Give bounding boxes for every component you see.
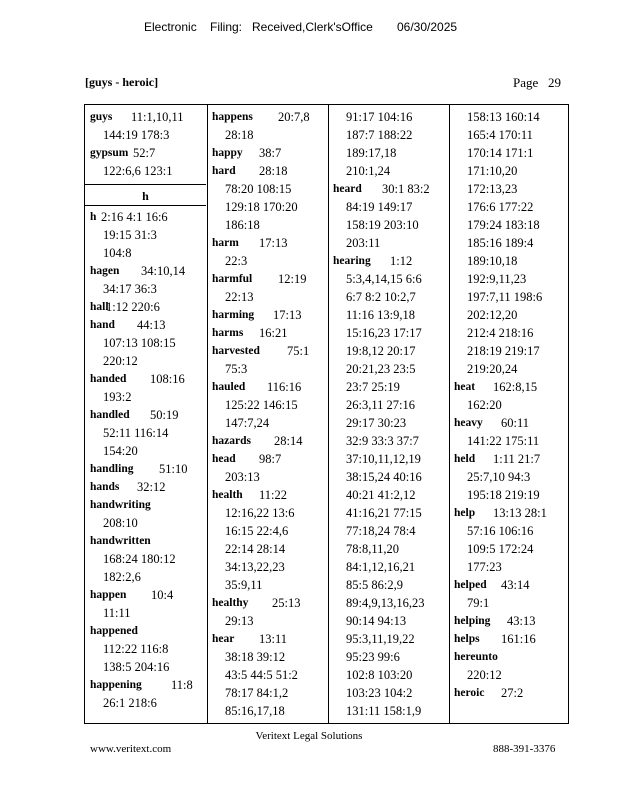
- index-term: hear: [212, 633, 235, 645]
- index-term: handled: [90, 409, 130, 421]
- index-term: handwriting: [90, 499, 151, 511]
- index-reference: 116:16: [267, 380, 302, 394]
- index-reference-continued: 168:24 180:12: [103, 552, 176, 566]
- index-reference-continued: 15:16,23 17:17: [346, 326, 422, 340]
- index-reference-continued: 218:19 219:17: [467, 344, 540, 358]
- index-reference-continued: 189:17,18: [346, 146, 397, 160]
- index-reference-continued: 192:9,11,23: [467, 272, 527, 286]
- index-reference-continued: 79:1: [467, 596, 490, 610]
- index-reference-continued: 158:13 160:14: [467, 110, 540, 124]
- index-reference-continued: 219:20,24: [467, 362, 518, 376]
- index-reference-continued: 193:2: [103, 390, 132, 404]
- index-reference-continued: 90:14 94:13: [346, 614, 407, 628]
- index-reference-continued: 158:19 203:10: [346, 218, 419, 232]
- index-reference-continued: 22:13: [225, 290, 254, 304]
- index-term: hagen: [90, 265, 120, 277]
- index-reference-continued: 220:12: [467, 668, 502, 682]
- index-reference: 38:7: [259, 146, 282, 160]
- index-reference: 11:1,10,11: [131, 110, 184, 124]
- index-reference: 1:12 220:6: [106, 300, 160, 314]
- index-reference-continued: 187:7 188:22: [346, 128, 413, 142]
- index-term: heat: [454, 381, 476, 393]
- index-reference: 43:13: [507, 614, 536, 628]
- index-reference-continued: 85:5 86:2,9: [346, 578, 403, 592]
- index-term: help: [454, 507, 476, 519]
- index-term: heavy: [454, 417, 483, 429]
- index-reference-continued: 11:16 13:9,18: [346, 308, 415, 322]
- index-reference-continued: 112:22 116:8: [103, 642, 169, 656]
- index-term: happened: [90, 625, 138, 637]
- index-reference-continued: 203:13: [225, 470, 260, 484]
- index-reference-continued: 22:3: [225, 254, 248, 268]
- page-number-value: 29: [548, 75, 562, 90]
- index-reference-continued: 43:5 44:5 51:2: [225, 668, 298, 682]
- index-term: helping: [454, 615, 491, 627]
- index-reference-continued: 179:24 183:18: [467, 218, 540, 232]
- index-reference-continued: 154:20: [103, 444, 138, 458]
- index-reference-continued: 11:11: [103, 606, 131, 620]
- index-term: helped: [454, 579, 487, 591]
- index-reference-continued: 177:23: [467, 560, 502, 574]
- index-reference-continued: 78:20 108:15: [225, 182, 292, 196]
- index-reference: 1:11 21:7: [493, 452, 541, 466]
- index-reference: 20:7,8: [278, 110, 310, 124]
- index-term: hauled: [212, 381, 246, 393]
- index-term: health: [212, 489, 243, 501]
- index-reference: 108:16: [150, 372, 185, 386]
- index-term: held: [454, 453, 476, 465]
- index-term: harming: [212, 309, 255, 321]
- index-term: handwritten: [90, 535, 151, 547]
- index-reference: 17:13: [273, 308, 302, 322]
- index-reference-continued: 210:1,24: [346, 164, 391, 178]
- index-reference: 60:11: [501, 416, 530, 430]
- index-reference-continued: 34:13,22,23: [225, 560, 285, 574]
- index-reference-continued: 19:8,12 20:17: [346, 344, 416, 358]
- index-term: harm: [212, 237, 239, 249]
- index-term: handed: [90, 373, 127, 385]
- index-term: hearing: [333, 255, 371, 267]
- index-reference-continued: 26:3,11 27:16: [346, 398, 415, 412]
- index-reference-continued: 186:18: [225, 218, 260, 232]
- index-term: hand: [90, 319, 115, 331]
- index-reference-continued: 85:16,17,18: [225, 704, 285, 718]
- index-reference-continued: 107:13 108:15: [103, 336, 176, 350]
- index-reference-continued: 77:18,24 78:4: [346, 524, 416, 538]
- index-reference-continued: 37:10,11,12,19: [346, 452, 421, 466]
- index-reference-continued: 203:11: [346, 236, 381, 250]
- index-reference-continued: 38:18 39:12: [225, 650, 286, 664]
- index-reference-continued: 57:16 106:16: [467, 524, 534, 538]
- index-reference: 52:7: [133, 146, 156, 160]
- index-reference-continued: 172:13,23: [467, 182, 518, 196]
- index-term: hereunto: [454, 651, 498, 663]
- filing-label: Filing:: [210, 20, 243, 34]
- index-column-4: [449, 105, 570, 723]
- index-reference: 16:21: [259, 326, 288, 340]
- index-reference-continued: 84:19 149:17: [346, 200, 413, 214]
- index-reference: 32:12: [137, 480, 166, 494]
- index-reference-continued: 91:17 104:16: [346, 110, 413, 124]
- index-reference-continued: 78:17 84:1,2: [225, 686, 289, 700]
- index-term: guys: [90, 111, 113, 123]
- index-reference-continued: 95:3,11,19,22: [346, 632, 415, 646]
- index-reference-continued: 104:8: [103, 246, 132, 260]
- footer-company: [0, 730, 618, 742]
- index-reference-continued: 12:16,22 13:6: [225, 506, 295, 520]
- index-reference-continued: 208:10: [103, 516, 138, 530]
- index-column-1: [85, 105, 208, 723]
- index-reference-continued: 6:7 8:2 10:2,7: [346, 290, 416, 304]
- index-term: h: [90, 211, 97, 223]
- index-reference-continued: 16:15 22:4,6: [225, 524, 289, 538]
- index-reference-continued: 195:18 219:19: [467, 488, 540, 502]
- index-reference: 2:16 4:1 16:6: [101, 210, 168, 224]
- index-reference: 10:4: [151, 588, 174, 602]
- index-reference: 75:1: [287, 344, 310, 358]
- index-reference-continued: 75:3: [225, 362, 248, 376]
- index-reference: 13:13 28:1: [493, 506, 547, 520]
- index-reference: 30:1 83:2: [382, 182, 430, 196]
- index-reference-continued: 40:21 41:2,12: [346, 488, 416, 502]
- index-term: hands: [90, 481, 120, 493]
- index-reference-continued: 170:14 171:1: [467, 146, 534, 160]
- filing-date: 06/30/2025: [397, 20, 458, 34]
- index-reference-continued: 41:16,21 77:15: [346, 506, 422, 520]
- index-column-2: [207, 105, 329, 723]
- index-reference-continued: 138:5 204:16: [103, 660, 170, 674]
- index-reference-continued: 23:7 25:19: [346, 380, 400, 394]
- index-term: happy: [212, 147, 243, 159]
- index-reference: 50:19: [150, 408, 179, 422]
- footer-website: www.veritext.com: [90, 743, 172, 755]
- index-reference-continued: 32:9 33:3 37:7: [346, 434, 419, 448]
- index-reference: 28:18: [259, 164, 288, 178]
- index-reference-continued: 29:17 30:23: [346, 416, 407, 430]
- filing-received: Received,Clerk'sOffice: [252, 20, 373, 34]
- index-reference: 11:8: [171, 678, 193, 692]
- footer-phone: 888-391-3376: [493, 743, 556, 755]
- index-term: head: [212, 453, 236, 465]
- index-reference-continued: 202:12,20: [467, 308, 518, 322]
- index-reference-continued: 5:3,4,14,15 6:6: [346, 272, 422, 286]
- index-reference-continued: 103:23 104:2: [346, 686, 413, 700]
- index-reference-continued: 171:10,20: [467, 164, 518, 178]
- index-reference: 1:12: [390, 254, 413, 268]
- index-term: hard: [212, 165, 236, 177]
- index-reference: 161:16: [501, 632, 536, 646]
- index-reference-continued: 197:7,11 198:6: [467, 290, 543, 304]
- index-reference: 98:7: [259, 452, 282, 466]
- index-reference-continued: 185:16 189:4: [467, 236, 534, 250]
- index-reference-continued: 29:13: [225, 614, 254, 628]
- index-term: healthy: [212, 597, 249, 609]
- index-reference: 34:10,14: [141, 264, 186, 278]
- index-reference-continued: 28:18: [225, 128, 254, 142]
- index-reference: 13:11: [259, 632, 288, 646]
- index-reference-continued: 212:4 218:16: [467, 326, 534, 340]
- page-label: Page: [513, 75, 539, 90]
- index-reference-continued: 109:5 172:24: [467, 542, 534, 556]
- filing-electronic: Electronic: [144, 20, 197, 34]
- index-term: happen: [90, 589, 127, 601]
- index-reference: 12:19: [278, 272, 307, 286]
- index-column-3: [328, 105, 450, 723]
- index-reference-continued: 102:8 103:20: [346, 668, 413, 682]
- index-term: heard: [333, 183, 362, 195]
- index-reference-continued: 182:2,6: [103, 570, 141, 584]
- index-reference-continued: 144:19 178:3: [103, 128, 170, 142]
- index-reference-continued: 52:11 116:14: [103, 426, 169, 440]
- index-reference: 28:14: [274, 434, 303, 448]
- page-range: [guys - heroic]: [85, 75, 159, 89]
- index-term: gypsum: [90, 147, 129, 159]
- index-reference-continued: 20:21,23 23:5: [346, 362, 416, 376]
- section-heading: h: [85, 184, 206, 206]
- index-reference-continued: 189:10,18: [467, 254, 518, 268]
- index-reference-continued: 35:9,11: [225, 578, 263, 592]
- index-reference-continued: 131:11 158:1,9: [346, 704, 422, 718]
- index-term: harms: [212, 327, 244, 339]
- index-reference-continued: 129:18 170:20: [225, 200, 298, 214]
- index-reference-continued: 26:1 218:6: [103, 696, 157, 710]
- index-reference-continued: 38:15,24 40:16: [346, 470, 422, 484]
- index-term: handling: [90, 463, 134, 475]
- index-reference: 25:13: [272, 596, 301, 610]
- index-reference: 51:10: [159, 462, 188, 476]
- index-reference-continued: 141:22 175:11: [467, 434, 540, 448]
- page-number: [513, 75, 561, 91]
- index-reference-continued: 34:17 36:3: [103, 282, 157, 296]
- index-reference: 17:13: [259, 236, 288, 250]
- index-term: hazards: [212, 435, 251, 447]
- index-reference-continued: 147:7,24: [225, 416, 270, 430]
- index-reference-continued: 22:14 28:14: [225, 542, 286, 556]
- index-reference-continued: 78:8,11,20: [346, 542, 400, 556]
- index-term: heroic: [454, 687, 485, 699]
- index-reference: 44:13: [137, 318, 166, 332]
- index-term: hall: [90, 301, 109, 313]
- index-reference-continued: 176:6 177:22: [467, 200, 534, 214]
- index-term: happens: [212, 111, 253, 123]
- index-term: harvested: [212, 345, 260, 357]
- index-reference: 27:2: [501, 686, 524, 700]
- index-reference-continued: 162:20: [467, 398, 502, 412]
- index-term: harmful: [212, 273, 253, 285]
- footer-company-text: Veritext Legal Solutions: [255, 730, 363, 742]
- index-reference-continued: 84:1,12,16,21: [346, 560, 416, 574]
- index-reference-continued: 220:12: [103, 354, 138, 368]
- index-reference-continued: 25:7,10 94:3: [467, 470, 531, 484]
- index-term: happening: [90, 679, 142, 691]
- index-reference-continued: 165:4 170:11: [467, 128, 533, 142]
- index-reference-continued: 95:23 99:6: [346, 650, 400, 664]
- index-reference: 162:8,15: [493, 380, 538, 394]
- index-table: [84, 104, 569, 724]
- index-reference-continued: 19:15 31:3: [103, 228, 157, 242]
- index-reference-continued: 89:4,9,13,16,23: [346, 596, 425, 610]
- index-reference: 43:14: [501, 578, 530, 592]
- index-term: helps: [454, 633, 480, 645]
- index-reference-continued: 125:22 146:15: [225, 398, 298, 412]
- index-reference: 11:22: [259, 488, 288, 502]
- index-reference-continued: 122:6,6 123:1: [103, 164, 173, 178]
